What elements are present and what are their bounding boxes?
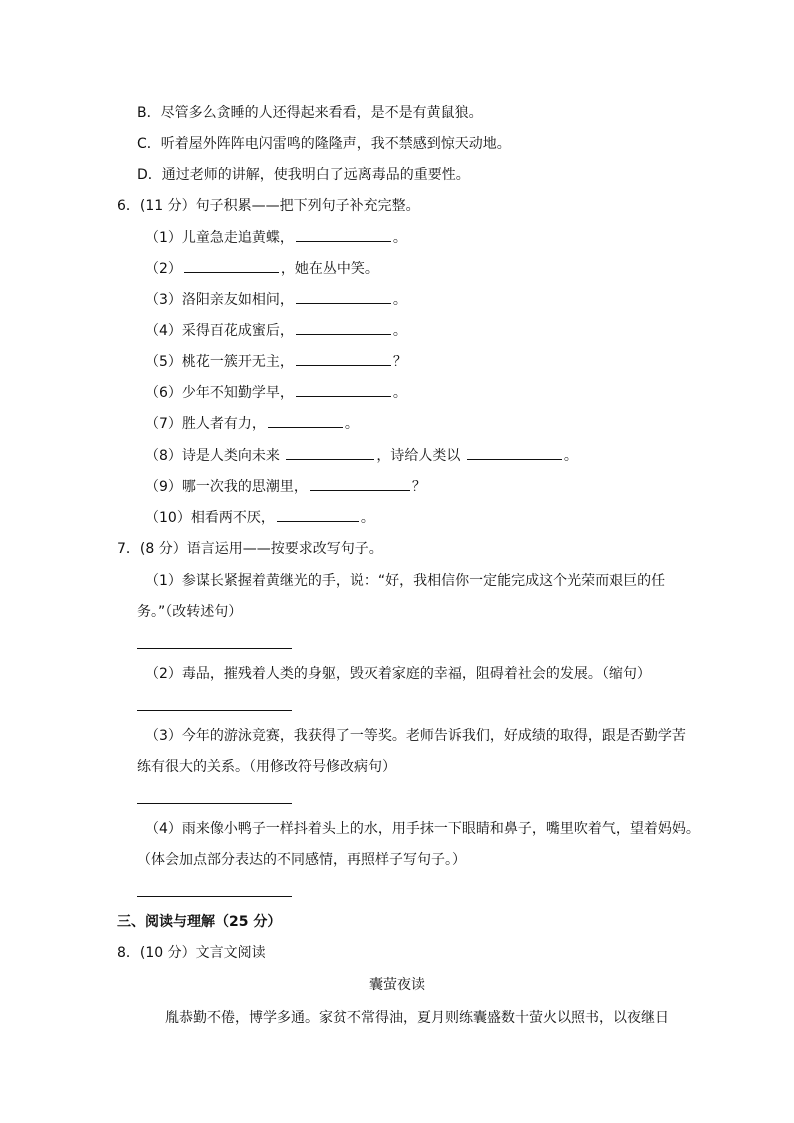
option-c: C．听着屋外阵阵电闪雷鸣的隆隆声，我不禁感到惊天动地。: [137, 136, 511, 152]
q7-part-4-line-1: （4）雨来像小鸭子一样抖着头上的水，用手抹一下眼睛和鼻子，嘴里吹着气，望着妈妈。: [145, 821, 700, 837]
answer-line[interactable]: [137, 896, 292, 897]
answer-line[interactable]: [137, 648, 292, 649]
fill-blank[interactable]: [296, 290, 391, 304]
answer-line[interactable]: [137, 803, 292, 804]
question-7-title: 7．(8 分）语言运用——按要求改写句子。: [117, 541, 383, 557]
q6-item-8-mid: ，诗给人类以: [376, 448, 465, 464]
q6-item-10: [145, 508, 375, 528]
q7-part-2: （2）毒品，摧残着人类的身躯，毁灭着家庭的幸福，阻碍着社会的发展。（缩句）: [145, 666, 651, 682]
q6-item-2-end: ，她在丛中笑。: [280, 261, 379, 277]
q6-item-6-text: （6）少年不知勤学早，: [145, 385, 294, 401]
q6-item-9: [145, 477, 426, 497]
fill-blank[interactable]: [296, 352, 391, 366]
q6-item-7: [145, 414, 359, 434]
fill-blank[interactable]: [296, 321, 391, 335]
q6-item-3-text: （3）洛阳亲友如相问，: [145, 292, 294, 308]
question-6-title: 6．(11 分）句子积累——把下列句子补充完整。: [117, 198, 420, 214]
option-b: B．尽管多么贪睡的人还得起来看看，是不是有黄鼠狼。: [137, 105, 483, 121]
q7-part-1-line-2: 务。”（改转述句）: [137, 604, 243, 620]
q7-part-1-line-1: （1）参谋长紧握着黄继光的手，说：“好，我相信你一定能完成这个光荣而艰巨的任: [145, 573, 666, 589]
q6-item-4-end: 。: [392, 323, 407, 339]
q7-part-3-line-2: 练有很大的关系。（用修改符号修改病句）: [137, 759, 396, 775]
q6-item-10-end: 。: [360, 510, 375, 526]
q7-part-4-line-2: （体会加点部分表达的不同感情，再照样子写句子。）: [137, 852, 466, 868]
q6-item-8-end: 。: [563, 448, 578, 464]
option-d: D．通过老师的讲解，使我明白了远离毒品的重要性。: [137, 167, 470, 183]
q6-item-9-end: ？: [411, 479, 426, 495]
q6-item-3-end: 。: [392, 292, 407, 308]
q6-item-5-text: （5）桃花一簇开无主，: [145, 354, 294, 370]
q6-item-1-text: （1）儿童急走追黄蝶，: [145, 230, 294, 246]
q6-item-3: [145, 290, 407, 310]
question-8-title: 8．(10 分）文言文阅读: [117, 945, 266, 961]
section-3-heading: 三、阅读与理解（25 分）: [117, 914, 282, 930]
fill-blank[interactable]: [467, 446, 562, 460]
q6-item-4-text: （4）采得百花成蜜后，: [145, 323, 294, 339]
q6-item-5-end: ？: [392, 354, 407, 370]
q6-item-10-text: （10）相看两不厌，: [145, 510, 275, 526]
fill-blank[interactable]: [277, 508, 359, 522]
fill-blank[interactable]: [184, 259, 279, 273]
q6-item-5: [145, 352, 407, 372]
q6-item-8: [145, 446, 578, 466]
q6-item-2: [145, 259, 379, 279]
answer-line[interactable]: [137, 710, 292, 711]
q6-item-6: [145, 383, 407, 403]
passage-line-1: 胤恭勤不倦，博学多通。家贫不常得油，夏月则练囊盛数十萤火以照书，以夜继日: [165, 1010, 669, 1026]
q6-item-8-text: （8）诗是人类向未来: [145, 448, 285, 464]
fill-blank[interactable]: [310, 477, 410, 491]
fill-blank[interactable]: [296, 228, 391, 242]
fill-blank[interactable]: [296, 383, 391, 397]
q6-item-7-end: 。: [344, 416, 359, 432]
q6-item-2-text: （2）: [145, 261, 182, 277]
q6-item-4: [145, 321, 407, 341]
q6-item-1: [145, 228, 407, 248]
q6-item-6-end: 。: [392, 385, 407, 401]
fill-blank[interactable]: [268, 414, 343, 428]
fill-blank[interactable]: [286, 446, 374, 460]
q6-item-9-text: （9）哪一次我的思潮里，: [145, 479, 308, 495]
passage-title: 囊萤夜读: [369, 977, 425, 993]
q6-item-7-text: （7）胜人者有力，: [145, 416, 266, 432]
q6-item-1-end: 。: [392, 230, 407, 246]
q7-part-3-line-1: （3）今年的游泳竞赛，我获得了一等奖。老师告诉我们，好成绩的取得，跟是否勤学苦: [145, 728, 686, 744]
